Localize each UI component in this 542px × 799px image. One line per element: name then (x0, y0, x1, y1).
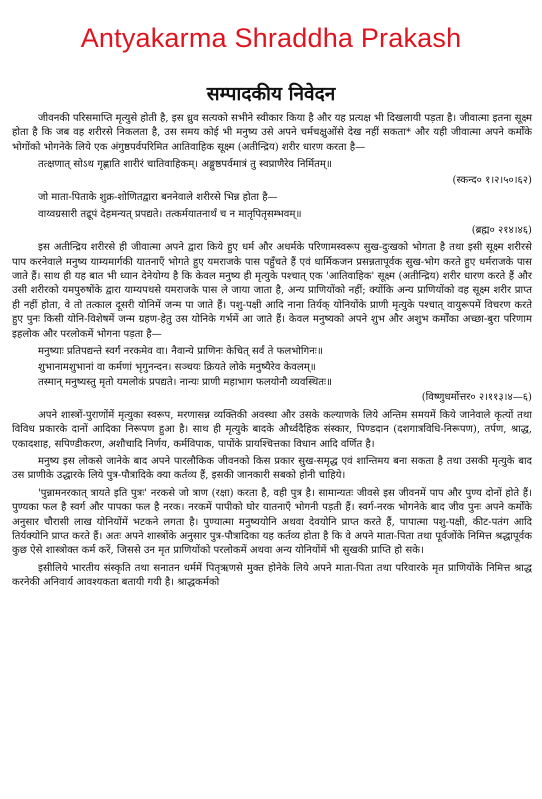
verse-2: वाय्वग्रसारी तद्रूपं देहमन्यत् प्रपद्यते। तत्कर्मयातनार्थं च न मातृपितृसम्भवम्॥ (38, 209, 302, 221)
reference-2: (ब्रह्म० २१४।४६) (471, 224, 532, 236)
book-title-banner: Antyakarma Shraddha Prakash (80, 23, 462, 53)
paragraph-5: मनुष्य इस लोकसे जानेके बाद अपने पारलौकिक जीवनको किस प्रकार सुख-समृद्ध एवं शान्तिमय बना सकता है तथा उसकी मृत्युके बाद उस प्राणीके उद्धारके लिये पुत्र-पौत्रादिके क्या कर्तव्य हैं, इसकी जानकारी सबको होनी चाहिये। (12, 455, 532, 482)
reference-1: (स्कन्द० १।२।५०।६२) (452, 174, 532, 186)
section-heading: सम्पादकीय निवेदन (206, 83, 336, 105)
document-body (12, 112, 532, 594)
paragraph-6: 'पुन्नामनरकात् त्रायते इति पुत्रः' नरकसे जो त्राण (रक्षा) करता है, वही पुत्र है। सामान्यतः जीवसे इस जीवनमें पाप और पुण्य दोनों होते हैं। पुण्यका फल है स्वर्ग और पापका फल है नरक। नरकमें पापीको घोर यातनाएँ भोगनी पड़ती हैं। स्वर्ग-नरक भोगनेके बाद जीव पुनः अपने कर्मोंके अनुसार चौरासी लाख योनियोंमें भटकने लगता है। पुण्यात्मा मनुष्ययोनि अथवा देवयोनि प्राप्त करते हैं, पापात्मा पशु-पक्षी, कीट-पतंग आदि तिर्यक्योनि प्राप्त करते हैं। अतः अपने शास्त्रोंके अनुसार पुत्र-पौत्रादिका यह कर्तव्य होता है कि वे अपने माता-पिता तथा पूर्वजोंके निमित्त श्रद्धापूर्वक कुछ ऐसे शास्त्रोक्त कर्म करें, जिससे उन मृत प्राणियोंको परलोकमें अथवा अन्य योनियोंमें भी सुखकी प्राप्ति हो सके। (12, 487, 532, 557)
paragraph-1: जीवनकी परिसमाप्ति मृत्युसे होती है, इस ध्रुव सत्यको सभीने स्वीकार किया है और यह प्रत्यक्ष भी दिखलायी पड़ता है। जीवात्मा इतना सूक्ष्म होता है कि जब वह शरीरसे निकलता है, उस समय कोई भी मनुष्य उसे अपने चर्मचक्षुओंसे देख नहीं सकता* और यही जीवात्मा अपने कर्मोंके भोगोंको भोगनेके लिये एक अंगुष्ठपर्वपरिमित आतिवाहिक सूक्ष्म (अतीन्द्रिय) शरीर धारण करता है— (12, 113, 532, 153)
reference-3: (विष्णुधर्मोत्तर० २।११३।४—६) (421, 392, 532, 404)
paragraph-7: इसीलिये भारतीय संस्कृति तथा सनातन धर्ममें पितृऋणसे मुक्त होनेके लिये अपने माता-पिता तथा परिवारके मृत प्राणियोंके निमित्त श्राद्ध करनेकी अनिवार्य आवश्यकता बतायी गयी है। श्राद्धकर्मको (12, 562, 532, 589)
verse-1: तत्क्षणात् सोऽथ गृह्णाति शारीरं चातिवाहिकम्। अङ्गुष्ठपर्वमात्रं तु स्वप्राणैरेव निर्मितम्॥ (38, 159, 332, 171)
verse-3-line-2: शुभानामशुभानां वा कर्मणां भृगुनन्दन। सञ्चयः क्रियते लोके मनुष्यैरेव केवलम्॥ (38, 361, 316, 373)
verse-3-line-1: मनुष्याः प्रतिपद्यन्ते स्वर्गं नरकमेव वा। नैवान्ये प्राणिनः केचित् सर्वं ते फलभोगिनः॥ (38, 346, 323, 358)
paragraph-4: अपने शास्त्रों-पुराणोंमें मृत्युका स्वरूप, मरणासन्न व्यक्तिकी अवस्था और उसके कल्याणके लिये अन्तिम समयमें किये जानेवाले कृत्यों तथा विविध प्रकारके दानों आदिका निरूपण हुआ है। साथ ही मृत्युके बादके और्ध्वदैहिक संस्कार, पिण्डदान (दशगात्रविधि-निरूपण), तर्पण, श्राद्ध, एकादशाह, सपिण्डीकरण, अशौचादि निर्णय, कर्मविपाक, पापोंके प्रायश्चित्तका विधान आदि वर्णित है। (12, 409, 532, 450)
paragraph-2: जो माता-पिताके शुक्र-शोणितद्वारा बननेवाले शरीरसे भिन्न होता है— (38, 192, 278, 204)
paragraph-3: इस अतीन्द्रिय शरीरसे ही जीवात्मा अपने द्वारा किये हुए धर्म और अधर्मके परिणामस्वरूप सुख-दुःखको भोगता है तथा इसी सूक्ष्म शरीरसे पाप करनेवाले मनुष्य याम्यमार्गकी यातनाएँ भोगते हुए यमराजके पास पहुँचते हैं एवं धार्मिकजन प्रसन्नतापूर्वक सुख-भोग करते हुए धर्मराजके पास जाते हैं। साथ ही यह बात भी ध्यान देनेयोग्य है कि केवल मनुष्य ही मृत्युके पश्चात् एक 'आतिवाहिक' सूक्ष्म (अतीन्द्रिय) शरीर धारण करते हैं और उसी शरीरको यमपुरुषोंके द्वारा याम्यपथसे यमराजके पास ले जाया जाता है, अन्य प्राणियोंको नहीं; क्योंकि अन्य प्राणियोंको वह सूक्ष्म शरीर प्राप्त ही नहीं होता, वे तो तत्काल दूसरी योनिमें जन्म पा जाते हैं। पशु-पक्षी आदि नाना तिर्यक् योनियोंके प्राणी मृत्युके पश्चात् वायुरूपमें विचरण करते हुए पुनः किसी योनि-विशेषमें जन्म ग्रहण-हेतु उस योनिके गर्भमें आ जाते हैं। केवल मनुष्यको अपने शुभ और अशुभ कर्मोंका अच्छा-बुरा परिणाम इहलोक और परलोकमें भोगना पड़ता है— (12, 242, 532, 340)
verse-3-line-3: तस्मान् मनुष्यस्तु मृतो यमलोकं प्रपद्यते। नान्यः प्राणी महाभाग फलयोनौ व्यवस्थितः॥ (38, 376, 333, 388)
